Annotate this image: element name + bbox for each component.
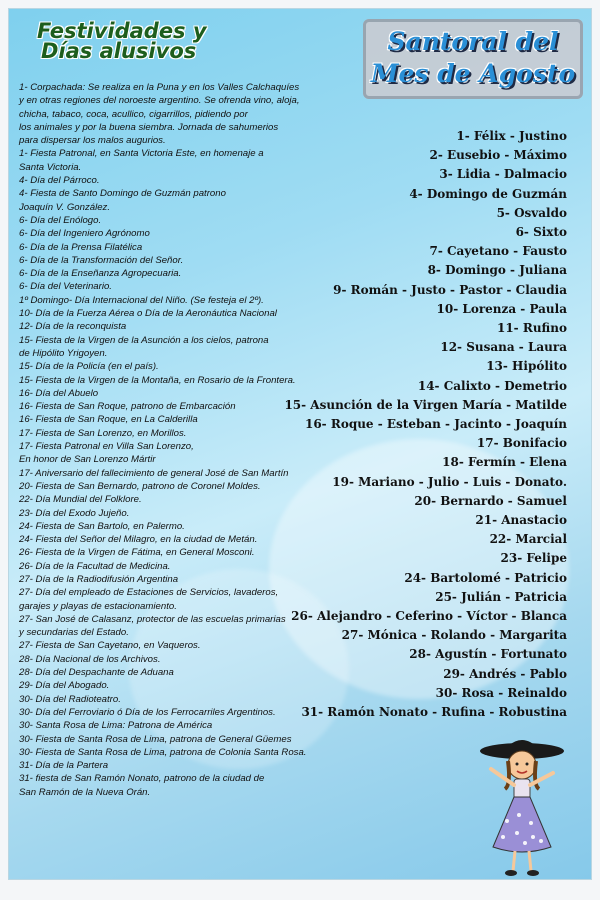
festividad-item: 16- Fiesta de San Roque, en La Calderilla [19, 414, 198, 426]
santoral-item: 24- Bartolomé - Patricio [404, 570, 567, 585]
festividad-item: 15- Día de la Policía (en el país). [19, 361, 159, 373]
santoral-item: 3- Lidia - Dalmacio [439, 167, 567, 182]
document-page [8, 8, 592, 880]
festividad-item: 27- Día del empleado de Estaciones de Servicios, lavaderos, [19, 587, 279, 599]
festividad-item: 15- Fiesta de la Virgen de la Asunción a los cielos, patrona [19, 334, 269, 346]
festividad-item: 1º Domingo- Día Internacional del Niño. (Se festeja el 2º). [19, 294, 264, 306]
festividades-title [37, 21, 307, 61]
festividad-item: 12- Día de la reconquista [19, 321, 127, 333]
santoral-item: 29- Andrés - Pablo [443, 666, 567, 681]
festividad-item: 6- Día de la Transformación del Señor. [19, 254, 184, 266]
festividad-item: para dispersar los malos augurios. [19, 135, 166, 147]
festividad-item: 6- Día del Veterinario. [19, 281, 112, 293]
santoral-item: 11- Rufino [496, 321, 567, 336]
festividad-item: 20- Fiesta de San Bernardo, patrono de Coronel Moldes. [19, 480, 261, 492]
festividades-title-line2: Días alusivos [41, 39, 197, 63]
festividad-item: San Ramón de la Nueva Orán. [19, 786, 151, 798]
festividad-item: 31- Día de la Partera [19, 760, 109, 772]
festividad-item: 26- Día de la Facultad de Medicina. [19, 560, 171, 572]
festividad-item: 29- Día del Abogado. [19, 680, 110, 692]
santoral-title [359, 13, 587, 105]
festividad-item: 28- Día del Despachante de Aduana [19, 667, 174, 679]
festividad-item: 17- Fiesta Patronal en Villa San Lorenzo, [19, 441, 194, 453]
festividad-item: 4- Día del Párroco. [19, 175, 100, 187]
festividad-item: y secundarias del Estado. [19, 627, 129, 639]
santoral-item: 4- Domingo de Guzmán [409, 186, 567, 201]
santoral-item: 17- Bonifacio [476, 436, 567, 451]
santoral-item: 18- Fermín - Elena [442, 455, 567, 470]
festividad-item: 6- Día de la Enseñanza Agropecuaria. [19, 268, 182, 280]
festividades-title-line1: Festividades y [37, 19, 207, 43]
dancing-girl-icon [467, 729, 577, 879]
festividad-item: 27- San José de Calasanz, protector de las escuelas primarias [19, 613, 286, 625]
festividad-item: 31- fiesta de San Ramón Nonato, patrono de la ciudad de [19, 773, 265, 785]
festividad-item: 22- Día Mundial del Folklore. [19, 494, 142, 506]
festividad-item: 23- Día del Exodo Jujeño. [19, 507, 130, 519]
festividad-item: 30- Día del Radioteatro. [19, 693, 121, 705]
santoral-item: 15- Asunción de la Virgen María - Matilde [284, 397, 567, 412]
santoral-item: 10- Lorenza - Paula [436, 301, 567, 316]
santoral-item: 5- Osvaldo [496, 205, 567, 220]
santoral-list [267, 127, 567, 722]
festividad-item: 27- Día de la Radiodifusión Argentina [19, 573, 179, 585]
santoral-item: 12- Susana - Laura [440, 340, 567, 355]
festividad-item: 24- Fiesta de San Bartolo, en Palermo. [19, 520, 185, 532]
festividad-item: 30- Fiesta de Santa Rosa de Lima, patrona de General Güemes [19, 733, 292, 745]
festividad-item: 16- Día del Abuelo [19, 387, 99, 399]
santoral-item: 2- Eusebio - Máximo [429, 148, 567, 163]
festividad-item: chicha, tabaco, coca, acullico, cigarrillos, pidiendo por [19, 108, 248, 120]
santoral-item: 9- Román - Justo - Pastor - Claudia [333, 282, 567, 297]
santoral-item: 16- Roque - Esteban - Jacinto - Joaquín [304, 417, 567, 432]
santoral-item: 8- Domingo - Juliana [427, 263, 567, 278]
santoral-item: 1- Félix - Justino [456, 129, 567, 143]
santoral-item: 22- Marcial [489, 532, 567, 547]
santoral-item: 25- Julián - Patricia [435, 589, 567, 604]
festividad-item: 17- Fiesta de San Lorenzo, en Morillos. [19, 427, 187, 439]
santoral-item: 20- Bernardo - Samuel [414, 493, 567, 508]
santoral-item: 26- Alejandro - Ceferino - Víctor - Blanca [291, 609, 567, 624]
festividad-item: los animales y por la buena siembra. Jornada de sahumerios [19, 121, 279, 133]
santoral-item: 14- Calixto - Demetrio [417, 378, 567, 393]
festividad-item: 26- Fiesta de la Virgen de Fátima, en General Mosconi. [19, 547, 255, 559]
festividad-item: 6- Día del Ingeniero Agrónomo [19, 228, 150, 240]
festividad-item: 24- Fiesta del Señor del Milagro, en la ciudad de Metán. [19, 534, 258, 546]
festividad-item: 28- Día Nacional de los Archivos. [19, 653, 161, 665]
festividad-item: 6- Día de la Prensa Filatélica [19, 241, 143, 253]
festividad-item: 30- Santa Rosa de Lima: Patrona de América [19, 720, 213, 732]
festividad-item: 4- Fiesta de Santo Domingo de Guzmán patrono [19, 188, 226, 200]
santoral-item: 30- Rosa - Reinaldo [435, 685, 567, 700]
festividad-item: y en otras regiones del noroeste argentino. Se ofrenda vino, aloja, [19, 95, 300, 107]
santoral-item: 13- Hipólito [486, 359, 567, 374]
festividad-item: garajes y playas de estacionamiento. [19, 600, 177, 612]
festividad-item: 1- Corpachada: Se realiza en la Puna y en los Valles Calchaquíes [19, 82, 300, 93]
festividad-item: En honor de San Lorenzo Mártir [19, 454, 156, 466]
festividad-item: Joaquín V. González. [19, 201, 111, 213]
festividad-item: 30- Día del Ferroviario ó Día de los Ferrocarriles Argentinos. [19, 706, 276, 718]
santoral-item: 28- Agustín - Fortunato [409, 647, 567, 662]
santoral-title-line1: Santoral del [387, 27, 559, 56]
santoral-item: 31- Ramón Nonato - Rufina - Robustina [301, 705, 567, 720]
festividad-item: 1- Fiesta Patronal, en Santa Victoria Este, en homenaje a [19, 148, 264, 160]
santoral-item: 21- Anastacio [475, 513, 567, 528]
festividad-item: 27- Fiesta de San Cayetano, en Vaqueros. [19, 640, 201, 652]
festividad-item: 16- Fiesta de San Roque, patrono de Embarcación [19, 401, 236, 413]
santoral-item: 19- Mariano - Julio - Luis - Donato. [332, 474, 567, 489]
festividad-item: 17- Aniversario del fallecimiento de general José de San Martín [19, 467, 289, 479]
festividad-item: 30- Fiesta de Santa Rosa de Lima, patrona de Colonia Santa Rosa. [19, 746, 307, 758]
santoral-item: 23- Felipe [500, 551, 567, 566]
festividad-item: Santa Victoria. [19, 161, 82, 173]
festividad-item: 6- Día del Enólogo. [19, 214, 102, 226]
santoral-item: 7- Cayetano - Fausto [429, 244, 567, 259]
santoral-title-line2: Mes de Agosto [370, 59, 576, 88]
festividad-item: 10- Día de la Fuerza Aérea o Día de la Aeronáutica Nacional [19, 308, 277, 320]
festividad-item: 15- Fiesta de la Virgen de la Montaña, en Rosario de la Frontera. [19, 374, 296, 386]
santoral-item: 27- Mónica - Rolando - Margarita [341, 628, 567, 643]
santoral-item: 6- Sixto [515, 225, 567, 240]
festividad-item: de Hipólito Yrigoyen. [19, 347, 108, 359]
